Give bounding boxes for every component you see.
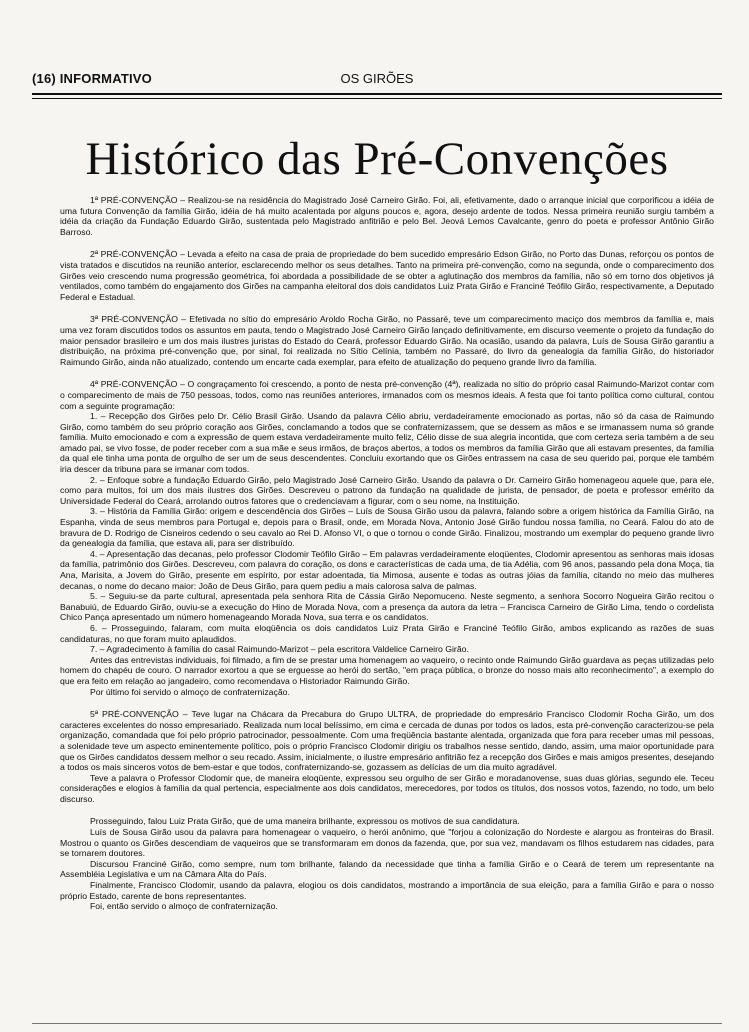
footer-rule — [32, 1023, 722, 1024]
program-item: 5. – Seguiu-se da parte cultural, apresentada pela senhora Rita de Cássia Girão Nepomuceno. Neste segmento, a senhora Socorro Nogueira Girão recitou o Banabuiú, de Eduardo Girão, ouviu-se a execução do Hino de Morada Nova, com a presença da autora da letra – Francisca Carneiro de Girão Lima, tendo o cordelista Chico Pança apresentado um número homenageando Morada Nova, sua terra e os candidatos. — [60, 591, 714, 623]
program-item: 4. – Apresentação das decanas, pelo professor Clodomir Teófilo Girão – Em palavras verdadeiramente eloqüentes, Clodomir apresentou as senhoras mais idosas da família, patrimônio dos Girões. Descreveu, com palavra do coração, os dons e características de cada uma, de tia Adélia, com 96 anos, passando pela dona Moça, tia Ana, Marisita, a Jovem do Girão, presente em espírito, por estar adoentada, tia Mimosa, ausente e todas as outras jóias da família, citando no meio das mulheres decanas, o nome do decano maior: João de Deus Girão, para quem pediu a mais calorosa salva de palmas. — [60, 548, 714, 591]
paragraph-pre-convencao-4: 4ª PRÉ-CONVENÇÃO – O congraçamento foi crescendo, a ponto de nesta pré-convenção (4ª), realizada no sítio do próprio casal Raimundo-Marizot contar com o comparecimento de mais de 750 pessoas, todos, como nas reuniões anteriores, irmanados com os mesmos ideais. A festa que foi tanto política como cultural, contou com a seguinte programação: — [60, 379, 714, 411]
body-paragraph: Luís de Sousa Girão usou da palavra para homenagear o vaqueiro, o herói anônimo, que "forjou a colonização do Nordeste e alargou as fronteiras do Brasil. Mostrou o quanto os Girões descendiam de vaqueiros que se transformaram em donos da fazenda, que, por sua vez, mandavam os filhos estudarem nas cidades, para se tornarem doutores. — [60, 827, 714, 859]
paragraph-pre-convencao-5: 5ª PRÉ-CONVENÇÃO – Teve lugar na Chácara da Precabura do Grupo ULTRA, de propriedade do empresário Francisco Clodomir Rocha Girão, um dos caracteres excelentes do nosso empresariado. Realizada num local belíssimo, em cima e cercada de dunas por todos os lados, esta pré-convenção caracterizou-se pela organização, comandada que foi pelo próprio patrocinador, pessoalmente. Com uma freqüência bastante alentada, organizada que fora para receber umas mil pessoas, a solenidade teve um aspecto eminentemente político, pois o próprio Francisco Clodomir dirigiu os trabalhos nesse sentido, dando, assim, uma maior oportunidade para que os Girões candidatos dessem melhor o seu recado. Assim, inicialmente, o ilustre empresário anfitrião fez a recepção dos Girões e mais amigos presentes, desejando a todos os mais sinceros votos de bem-estar e que todos, confraternizando-se, gozassem as delícias de um dia muito agradável. — [60, 709, 714, 773]
program-item: 6. – Prosseguindo, falaram, com muita eloqüência os dois candidatos Luiz Prata Girão e Franciné Teófilo Girão, ambos explicando as razões de suas candidaturas, no que foram muito aplaudidos. — [60, 622, 714, 644]
header-rule-thin — [32, 98, 722, 99]
running-title: OS GIRÕES — [340, 71, 414, 86]
program-item: 7. – Agradecimento à família do casal Raimundo-Marizot – pela escritora Valdelice Carneiro Girão. — [90, 644, 469, 655]
body-paragraph: Finalmente, Francisco Clodomir, usando da palavra, elogiou os dois candidatos, mostrando a importância de sua eleição, para a família Girão e para o nosso próprio Estado, carente de bons representantes. — [60, 880, 714, 901]
body-paragraph: Antes das entrevistas individuais, foi filmado, a fim de se prestar uma homenagem ao vaqueiro, o recinto onde Raimundo Girão guardava as peças utilizadas pelo homem do chapéu de couro. O narrador exortou a que se erguesse ao herói do sertão, "em praça pública, o bronze do nosso mais alto reconhecimento", a exemplo do que era feito em relação ao jangadeiro, como recomendava o Historiador Raimundo Girão. — [60, 654, 714, 686]
program-item: 1. – Recepção dos Girões pelo Dr. Célio Brasil Girão. Usando da palavra Célio abriu, verdadeiramente emocionado as portas, não só da casa de Raimundo Girão, como também do seu próprio coração aos Girões, conclamando a todos que se confraternizassem, que se dessem as mãos e se irmanassem numa só grande família. Muito emocionado e com a expressão de quem estava verdadeiramente muito feliz, Célio disse de sua alegria incontida, que com certeza seria também a de seu amado pai, se vivo fosse, de poder receber com a sua mãe e seus irmãos, de braços abertos, a todos os membros da família Girão que ali estavam presentes, da família da qual ele tinha uma ponta de orgulho de ser um de seus descendentes. Concluiu exortando que os Girões entrassem na casa de seu querido pai, porque ele também iria descer da tribuna para se irmanar com todos. — [60, 411, 714, 475]
body-paragraph: Prosseguindo, falou Luiz Prata Girão, que de uma maneira brilhante, expressou os motivos de sua candidatura. — [90, 816, 520, 827]
body-paragraph: Foi, então servido o almoço de confraternização. — [90, 901, 278, 912]
paragraph-pre-convencao-3: 3ª PRÉ-CONVENÇÃO – Efetivada no sítio do empresário Aroldo Rocha Girão, no Passaré, teve um comparecimento maciço dos membros da família e, mais uma vez foram discutidos todos os assuntos em pauta, tendo o Magistrado José Carneiro Girão lançado definitivamente, em discurso veemente o projeto da fundação do maior pensador brasileiro e um dos mais ilustres juristas do Estado do Ceará, professor Eduardo Girão. Na ocasião, usando da palavra, Luís de Sousa Girão garantiu a distribuição, na próxima pré-convenção que, por sinal, foi realizada no Sítio Celínia, também no Passaré, do livro da genealogia da família Girão, do historiador Raimundo Girão, ainda não atualizado, contendo um encarte cada exemplar, para efeito de atualização do pequeno grande livro da família. — [60, 314, 714, 367]
program-item: 3. – História da Família Girão: origem e descendência dos Girões – Luís de Sousa Girão usou da palavra, falando sobre a origem histórica da Família Girão, na Espanha, vinda de seus membros para Portugal e, depois para o Brasil, onde, em Morada Nova, Antonio José Girão fundou nossa família, no Ceará. Falou do ato de bravura de D. Rodrigo de Cisneiros cedendo o seu cavalo ao Rei D. Afonso VI, o que o tornou o conde Girão. Finalizou, mostrando um exemplar do pequeno grande livro da genealogia da família, que estava ali, para ser distribuído. — [60, 506, 714, 549]
paragraph-pre-convencao-2: 2ª PRÉ-CONVENÇÃO – Levada a efeito na casa de praia de propriedade do bem sucedido empresário Edson Girão, no Porto das Dunas, reforçou os pontos de vista tratados e discutidos na reunião anterior, esclarecendo melhor os seus detalhes. Tanto na primeira pré-convenção, como na segunda, onde o comparecimento dos Girões veio crescendo numa progressão geométrica, foi abordada a possibilidade de se obter a aglutinação dos membros da família, não só em torno dos objetivos já ventilados, como também do engajamento dos Girões na campanha eleitoral dos dois candidatos Luiz Prata Girão e Franciné Teófilo Girão, respectivamente, a Deputado Federal e Estadual. — [60, 249, 714, 302]
section-label: (16) INFORMATIVO — [32, 71, 152, 86]
header-rule-thick — [32, 93, 722, 95]
body-paragraph: Teve a palavra o Professor Clodomir que, de maneira eloqüente, expressou seu orgulho de ser Girão e moradanovense, suas duas glórias, segundo ele. Teceu considerações e elogios à família da qual pertencia, especialmente aos dois candidatos, merecedores, por todos os títulos, dos nossos votos, fazendo, no todo, um belo discurso. — [60, 772, 714, 804]
body-paragraph: Discursou Franciné Girão, como sempre, num tom brilhante, falando da necessidade que tinha a família Girão e o Ceará de terem um representante na Assembléia Legislativa e um na Câmara Alta do País. — [60, 858, 714, 880]
paragraph-pre-convencao-1: 1ª PRÉ-CONVENÇÃO – Realizou-se na residência do Magistrado José Carneiro Girão. Foi, ali, efetivamente, dado o arranque inicial que corporificou a idéia de uma futura Convenção da família Girão, idéia de há muito acalentada por alguns poucos e, agora, desejo ardente de todos. Nessa primeira reunião surgiu também a idéia da criação da Fundação Eduardo Girão, sustentada pelo Magistrado anfitrião e pelo Bel. Jeová Lemos Cavalcante, genro do poeta e professor Antônio Girão Barroso. — [60, 195, 714, 237]
program-item: 2. – Enfoque sobre a fundação Eduardo Girão, pelo Magistrado José Carneiro Girão. Usando da palavra o Dr. Carneiro Girão homenageou aquele que, para ele, como para muitos, foi um dos mais ilustres dos Girões. Descreveu o patrono da fundação na qualidade de jurista, de pensador, de poeta e professor emérito da Universidade Federal do Ceará, arrolando outros fatores que o credenciavam a figurar, com o seu nome, na Instituição. — [60, 474, 714, 506]
headline: Histórico das Pré-Convenções — [85, 133, 669, 185]
page-header — [32, 68, 722, 90]
body-paragraph: Por último foi servido o almoço de confraternização. — [90, 686, 290, 697]
article-body — [60, 195, 714, 912]
